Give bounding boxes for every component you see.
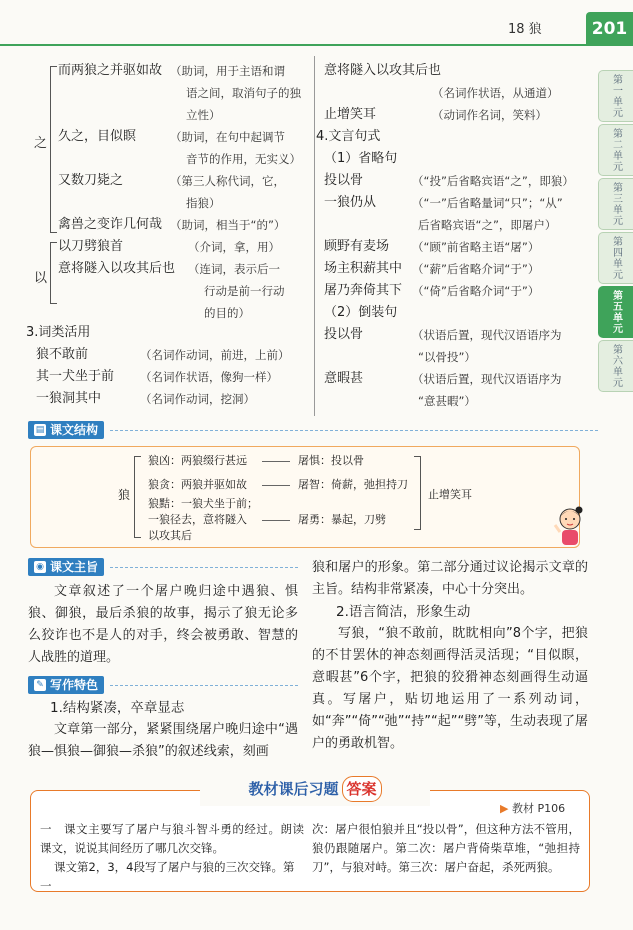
cilei-heading: 3.词类活用 bbox=[26, 325, 91, 340]
omission-note-5: （“倚”后省略介词“于”） bbox=[412, 284, 540, 298]
structure-row2-right: 屠智：倚薪，弛担持刀 bbox=[298, 478, 408, 491]
tab-unit-5[interactable]: 第五单元 bbox=[598, 286, 633, 338]
omission-phrase-3: 顾野有麦场 bbox=[324, 239, 390, 254]
omission-note-2: （“一”后省略量词“只”；“从” 后省略宾语“之”，即屠户） bbox=[412, 196, 563, 232]
cilei-phrase-1: 狼不敢前 bbox=[36, 347, 89, 362]
book-icon: ▤ bbox=[35, 425, 45, 435]
structure-left-bracket bbox=[134, 456, 141, 538]
inversion-subheading: （2）倒装句 bbox=[324, 305, 398, 320]
yi-char: 以 bbox=[34, 271, 48, 286]
structure-section-bar bbox=[28, 420, 598, 440]
tab-unit-6[interactable]: 第六单元 bbox=[598, 340, 633, 392]
answers-title: 教材课后习题 答案 bbox=[210, 776, 420, 800]
zhi-bracket bbox=[50, 66, 57, 233]
tab-unit-3[interactable]: 第三单元 bbox=[598, 178, 633, 230]
omission-phrase-1: 投以骨 bbox=[324, 173, 364, 188]
feature-text-1-cont: 狼和屠户的形象。第二部分通过议论揭示文章的主旨。结构非常紧凑，中心十分突出。 bbox=[312, 560, 588, 597]
right-top-note: （名词作状语，从通道） bbox=[432, 86, 559, 100]
zhi-phrase-1: 而两狼之并驱如故 bbox=[58, 63, 163, 78]
right-zhi-note: （动词作名词，笑料） bbox=[432, 108, 547, 122]
inversion-note-1: （状语后置，现代汉语语序为 “以骨投”） bbox=[412, 328, 562, 364]
cilei-note-2: （名词作状语，像狗一样） bbox=[140, 370, 278, 384]
omission-phrase-2: 一狼仍从 bbox=[324, 195, 377, 210]
eye-icon: ◉ bbox=[34, 561, 46, 573]
feature-heading-1: 1.结构紧凑，卒章显志 bbox=[50, 700, 185, 716]
inversion-phrase-1: 投以骨 bbox=[324, 327, 364, 342]
right-zhi-phrase: 止增笑耳 bbox=[324, 107, 377, 122]
inversion-note-2: （状语后置，现代汉语语序为 “意甚暇”） bbox=[412, 372, 562, 408]
yi-phrase-1: 以刀劈狼首 bbox=[58, 239, 124, 254]
structure-right-bracket bbox=[414, 456, 421, 530]
omission-phrase-4: 场主积薪其中 bbox=[324, 261, 403, 276]
cilei-phrase-3: 一狼洞其中 bbox=[36, 391, 102, 406]
structure-row3-arrow bbox=[262, 520, 290, 521]
cartoon-girl-icon bbox=[552, 505, 588, 549]
theme-tag: ◉ 课文主旨 bbox=[28, 558, 104, 576]
structure-tag: ▤ 课文结构 bbox=[28, 421, 104, 439]
yi-phrase-2: 意将隧入以攻其后也 bbox=[58, 261, 176, 276]
tab-unit-2[interactable]: 第二单元 bbox=[598, 124, 633, 176]
zhi-phrase-3: 又数刀毙之 bbox=[58, 173, 124, 188]
page-number: 201 bbox=[586, 12, 633, 46]
column-divider bbox=[314, 56, 315, 416]
cilei-note-3: （名词作动词，挖洞） bbox=[140, 392, 255, 406]
structure-row2-arrow bbox=[262, 485, 290, 486]
theme-section-bar bbox=[28, 557, 298, 577]
cilei-note-1: （名词作动词，前进，上前） bbox=[140, 348, 290, 362]
yi-note-2: （连词，表示后一 行动是前一行动 的目的） bbox=[188, 262, 285, 320]
omission-note-1: （“投”后省略宾语“之”，即狼） bbox=[412, 174, 574, 188]
inversion-phrase-2: 意暇甚 bbox=[324, 371, 364, 386]
yi-bracket bbox=[50, 242, 57, 304]
chapter-title: 18 狼 bbox=[508, 22, 542, 37]
zhi-note-3: （第三人称代词，它， 指狼） bbox=[170, 174, 285, 210]
omission-note-3: （“顾”前省略主语“屠”） bbox=[412, 240, 540, 254]
omission-note-4: （“薪”后省略介词“于”） bbox=[412, 262, 540, 276]
answers-question: 一 课文主要写了屠户与狼斗智斗勇的经过。朗读课文，说说其间经历了哪几次交锋。 bbox=[40, 822, 304, 855]
feature-text-1: 文章第一部分，紧紧围绕屠户晚归途中“遇狼—惧狼—御狼—杀狼”的叙述线索，刻画 bbox=[28, 722, 298, 759]
zhi-note-2: （助词，在句中起调节 音节的作用，无实义） bbox=[170, 130, 301, 166]
omission-phrase-5: 屠乃奔倚其下 bbox=[324, 283, 403, 298]
zhi-phrase-2: 久之，目似瞑 bbox=[58, 129, 137, 144]
zhi-char: 之 bbox=[34, 136, 48, 151]
features-tag: ✎ 写作特色 bbox=[28, 676, 104, 694]
structure-root: 狼 bbox=[118, 488, 131, 502]
tab-unit-4[interactable]: 第四单元 bbox=[598, 232, 633, 284]
features-section-bar bbox=[28, 675, 298, 695]
zhi-note-1: （助词，用于主语和谓 语之间，取消句子的独 立性） bbox=[170, 64, 301, 122]
cilei-phrase-2: 其一犬坐于前 bbox=[36, 369, 115, 384]
structure-row1-arrow bbox=[262, 461, 290, 462]
feature-heading-2: 2.语言简洁，形象生动 bbox=[336, 604, 471, 620]
feature-text-2: 写狼，“狼不敢前，眈眈相向”8个字，把狼的不甘罢休的神态刻画得活灵活现；“目似瞑，意暇甚”6个字，把狼的狡猾神态刻画得生动逼真。写屠户，贴切地运用了一系列动词，如“奔”“倚”“弛”“持”“起”“劈”等，生动表现了屠户的勇敢机智。 bbox=[312, 626, 588, 751]
answers-text-left: 课文第2，3，4段写了屠户与狼的三次交锋。第一 bbox=[40, 860, 295, 893]
structure-conclusion: 止增笑耳 bbox=[428, 488, 472, 501]
right-top-phrase: 意将隧入以攻其后也 bbox=[324, 63, 442, 78]
answers-text-right: 次：屠户很怕狼并且“投以骨”，但这种方法不管用，狼仍跟随屠户。第二次：屠户背倚柴草堆，“弛担持刀”，与狼对峙。第三次：屠户奋起，杀死两狼。 bbox=[312, 822, 580, 874]
pen-icon: ✎ bbox=[34, 679, 46, 691]
structure-row1-left: 狼凶：两狼缀行甚远 bbox=[148, 454, 247, 467]
wenyan-heading: 4.文言句式 bbox=[316, 129, 381, 144]
theme-text: 文章叙述了一个屠户晚归途中遇狼、惧狼、御狼，最后杀狼的故事，揭示了狼无论多么狡诈也不是人的对手，终会被勇敢、智慧的人战胜的道理。 bbox=[28, 584, 298, 665]
zhi-note-4: （助词，相当于“的”） bbox=[170, 218, 286, 232]
header-rule bbox=[0, 44, 600, 46]
structure-row3-left: 狼黠：一狼犬坐于前； 一狼径去，意将隧入 以攻其后 bbox=[148, 497, 258, 542]
answers-ref: ▶ 教材 P106 bbox=[500, 802, 566, 815]
structure-row1-right: 屠惧：投以骨 bbox=[298, 454, 364, 467]
structure-row2-left: 狼贪：两狼并驱如故 bbox=[148, 478, 247, 491]
tab-unit-1[interactable]: 第一单元 bbox=[598, 70, 633, 122]
structure-row3-right: 屠勇：暴起，刀劈 bbox=[298, 513, 386, 526]
yi-note-1: （介词，拿，用） bbox=[188, 240, 280, 254]
omission-subheading: （1）省略句 bbox=[324, 151, 398, 166]
zhi-phrase-4: 禽兽之变诈几何哉 bbox=[58, 217, 163, 232]
